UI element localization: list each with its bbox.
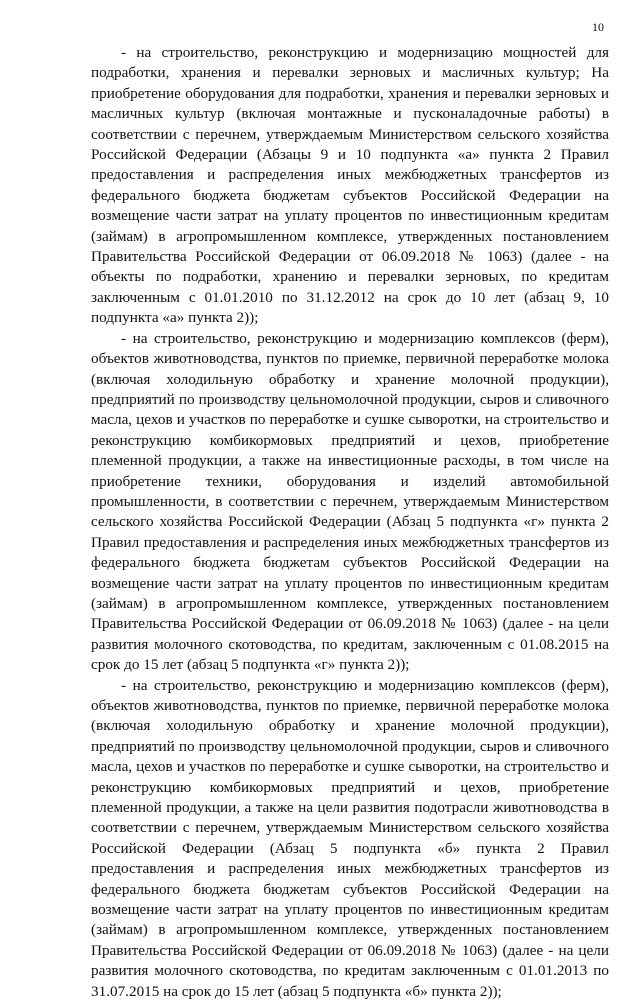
page-number: 10	[592, 20, 604, 34]
paragraph-dairy-investment: - на строительство, реконструкцию и модернизацию комплексов (ферм), объектов животноводства, пунктов по приемке, первичной переработке молока (включая холодильную обработку и хранение молочной продукции), предприятий по производству цельномолочной продукции, сыров и сливочного масла, цехов и участков по переработке и сушке сыворотки, на строительство и реконструкцию комбикормовых предприятий и цехов, приобретение племенной продукции, а также на инвестиционные расходы, в том числе на приобретение техники, оборудования и изделий автомобильной промышленности, в соответствии с перечнем, утверждаемым Министерством сельского хозяйства Российской Федерации (Абзац 5 подпункта «г» пункта 2 Правил предоставления и распределения иных межбюджетных трансфертов из федерального бюджета бюджетам субъектов Российской Федерации на возмещение части затрат на уплату процентов по инвестиционным кредитам (займам) в агропромышленном комплексе, утвержденных постановлением Правительства Российской Федерации от 06.09.2018 № 1063) (далее - на цели развития молочного скотоводства, по кредитам, заключенным с 01.08.2015 на срок до 15 лет (абзац 5 подпункта «г» пункта 2));	[91, 329, 609, 674]
paragraph-dairy-livestock: - на строительство, реконструкцию и модернизацию комплексов (ферм), объектов животноводства, пунктов по приемке, первичной переработке молока (включая холодильную обработку и хранение молочной продукции), предприятий по производству цельномолочной продукции, сыров и сливочного масла, цехов и участков по переработке и сушке сыворотки, на строительство и реконструкцию комбикормовых предприятий и цехов, приобретение племенной продукции, а также на цели развития подотрасли животноводства в соответствии с перечнем, утверждаемым Министерством сельского хозяйства Российской Федерации (Абзац 5 подпункта «б» пункта 2 Правил предоставления и распределения иных межбюджетных трансфертов из федерального бюджета бюджетам субъектов Российской Федерации на возмещение части затрат на уплату процентов по инвестиционным кредитам (займам) в агропромышленном комплексе, утвержденных постановлением Правительства Российской Федерации от 06.09.2018 № 1063) (далее - на цели развития молочного скотоводства, по кредитам заключенным с 01.01.2013 по 31.07.2015 на срок до 15 лет (абзац 5 подпункта «б» пункта 2));	[91, 676, 609, 1000]
paragraph-grain-storage: - на строительство, реконструкцию и модернизацию мощностей для подработки, хранения и перевалки зерновых и масличных культур; На приобретение оборудования для подработки, хранения и перевалки зерновых и масличных культур (включая монтажные и пусконаладочные работы) в соответствии с перечнем, утверждаемым Министерством сельского хозяйства Российской Федерации (Абзацы 9 и 10 подпункта «а» пункта 2 Правил предоставления и распределения иных межбюджетных трансфертов из федерального бюджета бюджетам субъектов Российской Федерации на возмещение части затрат на уплату процентов по инвестиционным кредитам (займам) в агропромышленном комплексе, утвержденных постановлением Правительства Российской Федерации от 06.09.2018 № 1063) (далее - на объекты по подработки, хранению и перевалки зерновых, по кредитам заключенным с 01.01.2010 по 31.12.2012 на срок до 10 лет (абзац 9, 10 подпункта «а» пункта 2));	[91, 44, 609, 327]
document-body	[91, 43, 609, 1002]
